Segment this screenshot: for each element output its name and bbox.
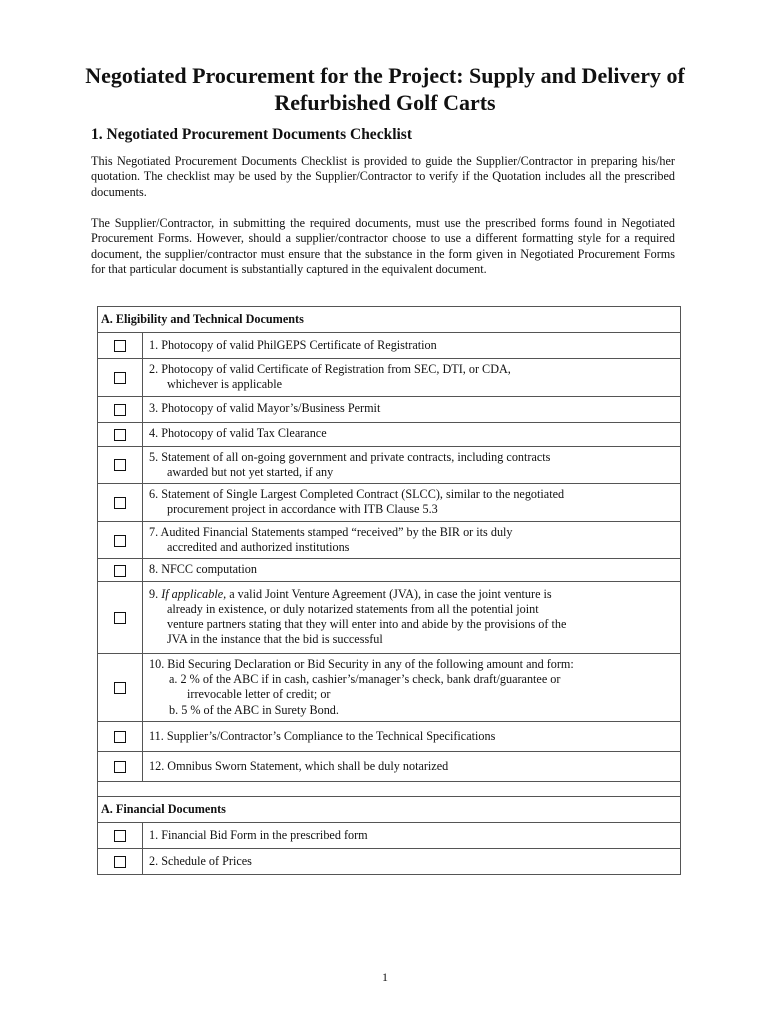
checklist-row	[98, 559, 681, 581]
checklist-item: 8. NFCC computation	[143, 559, 681, 581]
empty-checkbox-icon[interactable]	[114, 565, 126, 577]
empty-checkbox-icon[interactable]	[114, 612, 126, 624]
checkbox-cell[interactable]	[98, 559, 143, 581]
intro-paragraph: This Negotiated Procurement Documents Checklist is provided to guide the Supplier/Contractor in preparing his/her quotation. The checklist may be used by the Supplier/Contractor to verify if the Quotation includes all the prescribed documents.	[91, 154, 675, 199]
checklist-row	[98, 581, 681, 653]
empty-checkbox-icon[interactable]	[114, 535, 126, 547]
checklist-item: 7. Audited Financial Statements stamped “received” by the BIR or its duly accredited and authorized institutions	[143, 521, 681, 559]
checklist-row	[98, 521, 681, 559]
checklist-row	[98, 653, 681, 721]
page-number: 1	[382, 970, 388, 984]
checkbox-cell[interactable]	[98, 848, 143, 874]
checkbox-cell[interactable]	[98, 484, 143, 522]
empty-checkbox-icon[interactable]	[114, 459, 126, 471]
checklist-table	[97, 306, 681, 875]
checklist-row	[98, 359, 681, 397]
checkbox-cell[interactable]	[98, 822, 143, 848]
checklist-row	[98, 721, 681, 751]
checkbox-cell[interactable]	[98, 333, 143, 359]
checkbox-cell[interactable]	[98, 359, 143, 397]
blank-cell	[98, 781, 681, 796]
section-row-eligibility	[98, 307, 681, 333]
checklist-item: 3. Photocopy of valid Mayor’s/Business Permit	[143, 396, 681, 422]
empty-checkbox-icon[interactable]	[114, 682, 126, 694]
checklist-row	[98, 396, 681, 422]
checklist-item: 1. Photocopy of valid PhilGEPS Certificate of Registration	[143, 333, 681, 359]
checklist-row	[98, 484, 681, 522]
checkbox-cell[interactable]	[98, 446, 143, 484]
checklist-item: 2. Photocopy of valid Certificate of Registration from SEC, DTI, or CDA, whichever is applicable	[143, 359, 681, 397]
checkbox-cell[interactable]	[98, 521, 143, 559]
checklist-item: 6. Statement of Single Largest Completed Contract (SLCC), similar to the negotiated procurement project in accordance with ITB Clause 5.3	[143, 484, 681, 522]
empty-checkbox-icon[interactable]	[114, 404, 126, 416]
checklist-item: 4. Photocopy of valid Tax Clearance	[143, 422, 681, 446]
checklist-row	[98, 333, 681, 359]
financial-heading: A. Financial Documents	[98, 796, 681, 822]
empty-checkbox-icon[interactable]	[114, 372, 126, 384]
checkbox-cell[interactable]	[98, 422, 143, 446]
empty-checkbox-icon[interactable]	[114, 761, 126, 773]
section-row-financial	[98, 796, 681, 822]
checklist-item: 5. Statement of all on-going government and private contracts, including contracts awarded but not yet started, if any	[143, 446, 681, 484]
checklist-row	[98, 446, 681, 484]
checklist-row	[98, 822, 681, 848]
section-heading: 1. Negotiated Procurement Documents Checklist	[91, 126, 412, 143]
checkbox-cell[interactable]	[98, 721, 143, 751]
empty-checkbox-icon[interactable]	[114, 856, 126, 868]
eligibility-heading: A. Eligibility and Technical Documents	[98, 307, 681, 333]
forms-paragraph: The Supplier/Contractor, in submitting the required documents, must use the prescribed forms found in Negotiated Procurement Forms. However, should a supplier/contractor choose to use a different formatting style for a required document, the supplier/contractor must ensure that the substance in the form given in Negotiated Procurement Forms for that particular document is substantially captured in the equivalent document.	[91, 216, 675, 276]
empty-checkbox-icon[interactable]	[114, 497, 126, 509]
checklist-item: 1. Financial Bid Form in the prescribed form	[143, 822, 681, 848]
checklist-item: 9. If applicable, a valid Joint Venture Agreement (JVA), in case the joint venture is already in existence, or duly notarized statements from all the potential joint venture partners stating that they will enter into and abide by the provisions of the JVA in the instance that the bid is successful	[143, 581, 681, 653]
empty-checkbox-icon[interactable]	[114, 429, 126, 441]
checklist-row	[98, 751, 681, 781]
blank-row	[98, 781, 681, 796]
checkbox-cell[interactable]	[98, 653, 143, 721]
checklist-row	[98, 422, 681, 446]
checklist-item: 2. Schedule of Prices	[143, 848, 681, 874]
empty-checkbox-icon[interactable]	[114, 830, 126, 842]
empty-checkbox-icon[interactable]	[114, 340, 126, 352]
checkbox-cell[interactable]	[98, 751, 143, 781]
checklist-item: 11. Supplier’s/Contractor’s Compliance to the Technical Specifications	[143, 721, 681, 751]
empty-checkbox-icon[interactable]	[114, 731, 126, 743]
page-title: Negotiated Procurement for the Project: Supply and Delivery of Refurbished Golf Carts	[85, 63, 685, 115]
checklist-row	[98, 848, 681, 874]
checkbox-cell[interactable]	[98, 581, 143, 653]
checklist-item: 12. Omnibus Sworn Statement, which shall be duly notarized	[143, 751, 681, 781]
checkbox-cell[interactable]	[98, 396, 143, 422]
checklist-item: 10. Bid Securing Declaration or Bid Security in any of the following amount and form: a. 2 % of the ABC if in cash, cashier’s/manager’s check, bank draft/guarantee or irrevocable letter of credit; or b. 5 % of the ABC in Surety Bond.	[143, 653, 681, 721]
